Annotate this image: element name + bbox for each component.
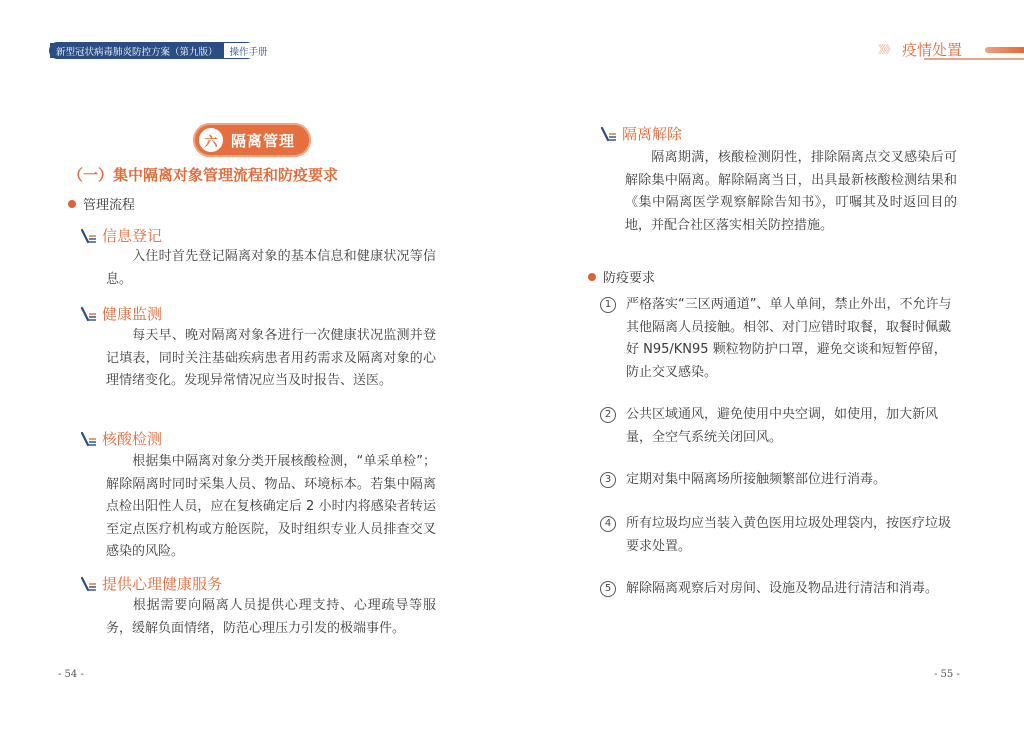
page-number-left: - 54 - xyxy=(58,669,84,680)
bullet-dot-icon xyxy=(68,200,76,208)
requirement-item xyxy=(600,469,958,492)
bullet-dot-icon xyxy=(588,273,596,281)
block-heading xyxy=(80,573,222,594)
bullet-label: 管理流程 xyxy=(83,198,136,213)
block-title: 信息登记 xyxy=(102,227,163,245)
block-title: 健康监测 xyxy=(102,305,163,323)
book-title: 新型冠状病毒肺炎防控方案（第九版） xyxy=(50,43,224,58)
item-text: 解除隔离观察后对房间、设施及物品进行清洁和消毒。 xyxy=(626,581,939,596)
pen-list-icon xyxy=(80,430,98,448)
requirement-item xyxy=(600,513,958,558)
pen-list-icon xyxy=(80,305,98,323)
item-text: 定期对集中隔离场所接触频繁部位进行消毒。 xyxy=(626,472,887,487)
book-title-pill xyxy=(49,42,268,59)
block-paragraph: 每天早、晚对隔离对象各进行一次健康状况监测并登记填表，同时关注基础疾病患者用药需求及隔离对象的心理情绪变化。发现异常情况应当及时报告、送医。 xyxy=(106,328,436,388)
item-text: 严格落实“三区两通道”、单人单间，禁止外出，不允许与其他隔离人员接触。相邻、对门应错时取餐，取餐时佩戴好 N95/KN95 颗粒物防护口罩，避免交谈和短暂停留，防止交叉感染。 xyxy=(626,297,952,380)
item-text: 公共区域通风，避免使用中央空调，如使用，加大新风量，全空气系统关闭回风。 xyxy=(626,407,939,445)
section-number: 六 xyxy=(199,128,223,152)
block-paragraph: 根据需要向隔离人员提供心理支持、心理疏导等服务，缓解负面情绪，防范心理压力引发的极端事件。 xyxy=(106,598,436,636)
release-heading xyxy=(600,123,682,144)
requirement-item xyxy=(600,578,958,601)
item-number: 1 xyxy=(600,297,616,313)
chapter-accent-bar xyxy=(985,47,1024,53)
release-paragraph: 隔离期满，核酸检测阴性，排除隔离点交叉感染后可解除集中隔离。解除隔离当日，出具最新核酸检测结果和《集中隔离医学观察解除告知书》，叮嘱其及时返回目的地，并配合社区落实相关防控措施。 xyxy=(625,150,957,233)
page-number-right: - 55 - xyxy=(934,669,960,680)
section-title: 隔离管理 xyxy=(231,131,296,150)
book-tag: 操作手册 xyxy=(224,43,274,58)
block-paragraph: 入住时首先登记隔离对象的基本信息和健康状况等信息。 xyxy=(106,249,436,287)
section-badge xyxy=(193,123,311,157)
bullet-epidemic-requirements xyxy=(588,267,655,286)
pen-list-icon xyxy=(80,575,98,593)
pen-list-icon xyxy=(80,227,98,245)
item-number: 5 xyxy=(600,581,616,597)
chapter-header xyxy=(878,38,962,60)
block-paragraph: 根据集中隔离对象分类开展核酸检测，“单采单检”；解除隔离时同时采集人员、物品、环境标本。若集中隔离点检出阳性人员，应在复核确定后 2 小时内将感染者转运至定点医疗机构或方舱医院，及时组织专业人员排查交叉感染的风险。 xyxy=(106,454,436,559)
chevrons-icon: 》》》 xyxy=(878,43,894,56)
chapter-title: 疫情处置 xyxy=(902,40,963,59)
pen-list-icon xyxy=(600,125,618,143)
bullet-management-process xyxy=(68,194,135,213)
chapter-underline xyxy=(924,58,1024,60)
requirement-item xyxy=(600,404,958,449)
block-heading xyxy=(80,303,162,324)
item-text: 所有垃圾均应当装入黄色医用垃圾处理袋内，按医疗垃圾要求处置。 xyxy=(626,516,952,554)
block-title: 提供心理健康服务 xyxy=(102,575,223,593)
requirement-item xyxy=(600,294,958,384)
block-title: 核酸检测 xyxy=(102,430,163,448)
bullet-label: 防疫要求 xyxy=(603,271,656,286)
block-heading xyxy=(80,225,162,246)
item-number: 3 xyxy=(600,472,616,488)
block-heading xyxy=(80,428,162,449)
item-number: 2 xyxy=(600,407,616,423)
subheading: （一）集中隔离对象管理流程和防疫要求 xyxy=(68,166,339,184)
release-title: 隔离解除 xyxy=(622,125,683,143)
item-number: 4 xyxy=(600,516,616,532)
